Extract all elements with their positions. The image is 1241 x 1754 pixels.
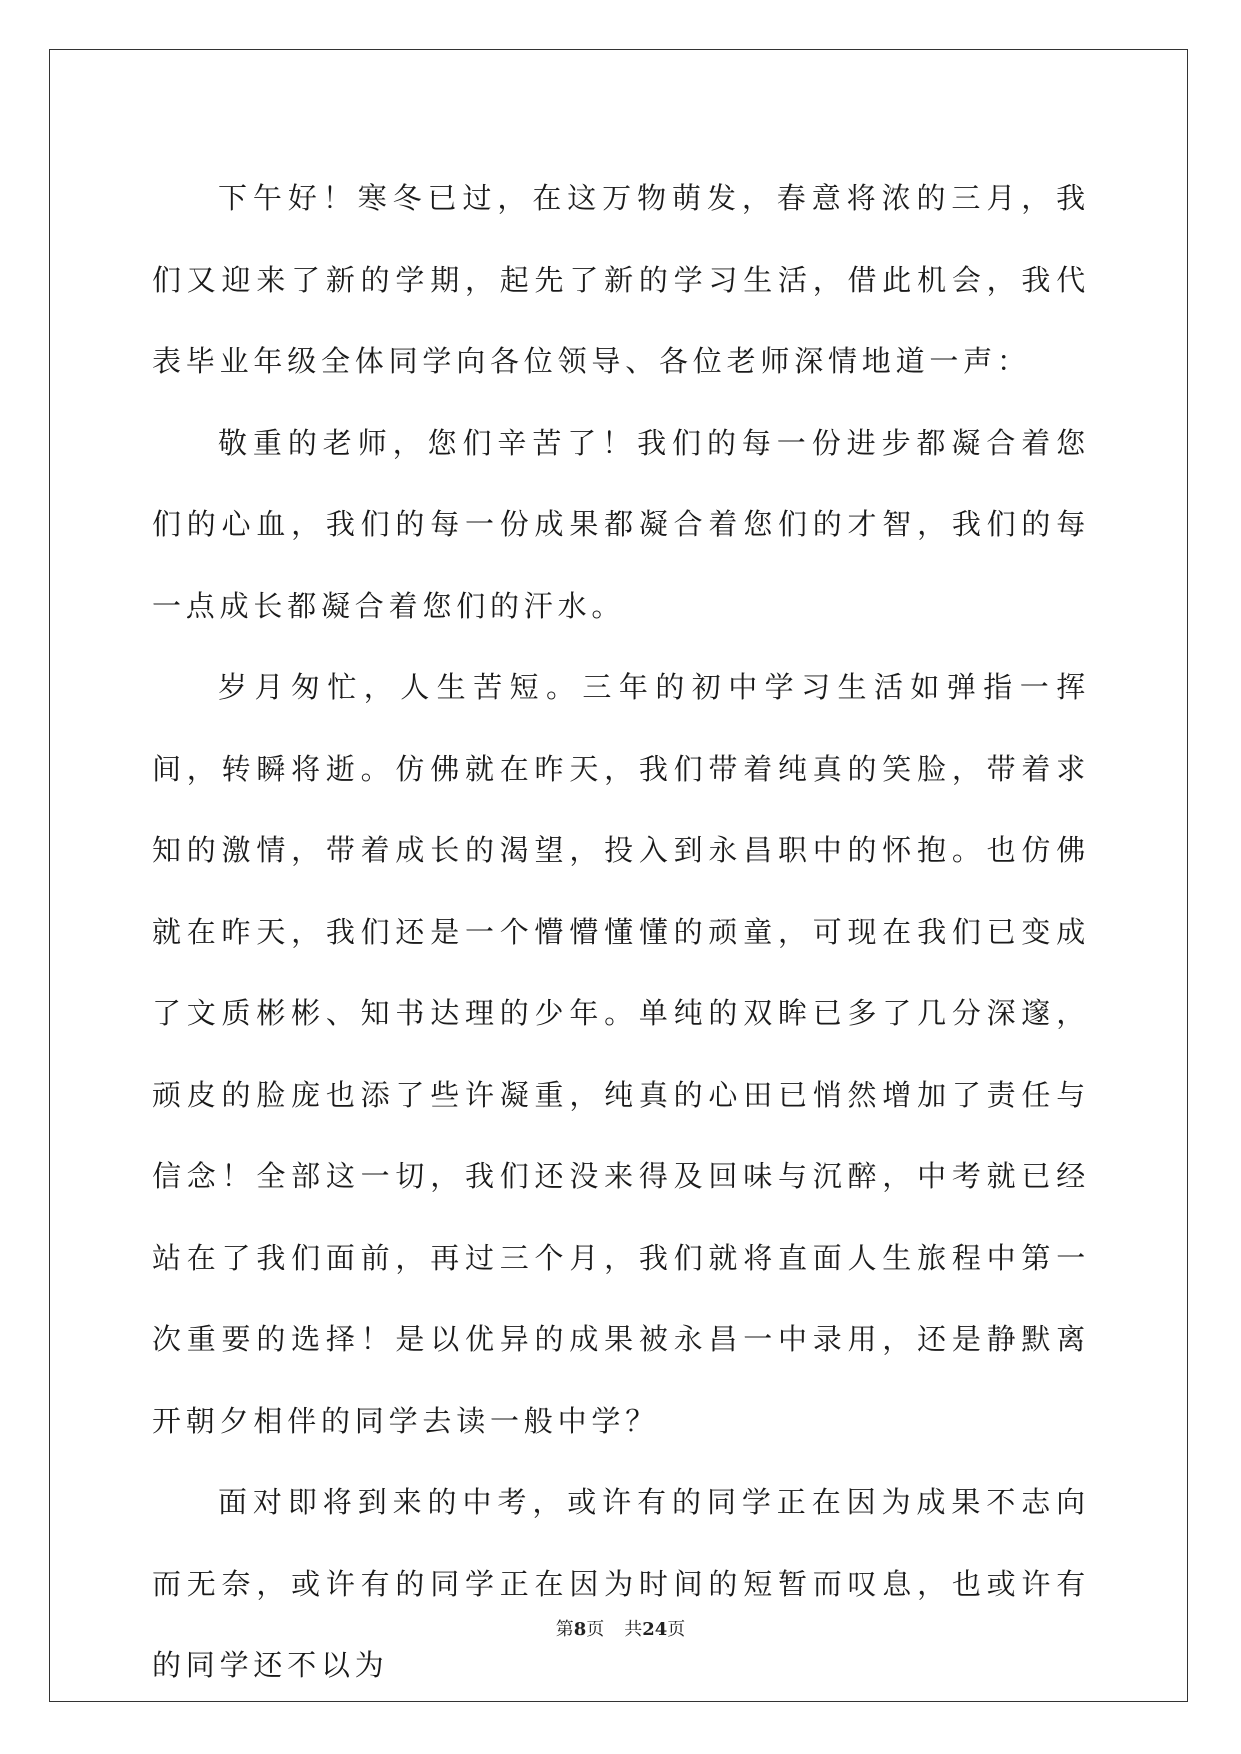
page-number: 8 (573, 1619, 587, 1640)
total-unit: 页 (667, 1619, 686, 1640)
total-prefix: 共 (624, 1619, 643, 1640)
paragraph-3: 岁月匆忙，人生苦短。三年的初中学习生活如弹指一挥间，转瞬将逝。仿佛就在昨天，我们带着纯真的笑脸，带着求知的激情，带着成长的渴望，投入到永昌职中的怀抱。也仿佛就在昨天，我们还是一个懵懵懂懂的顽童，可现在我们已变成了文质彬彬、知书达理的少年。单纯的双眸已多了几分深邃，顽皮的脸庞也添了些许凝重，纯真的心田已悄然增加了责任与信念！全部这一切，我们还没来得及回味与沉醉，中考就已经站在了我们面前，再过三个月，我们就将直面人生旅程中第一次重要的选择！是以优异的成果被永昌一中录用，还是静默离开朝夕相伴的同学去读一般中学？ (152, 670, 1090, 1438)
paragraph-2: 敬重的老师，您们辛苦了！我们的每一份进步都凝合着您们的心血，我们的每一份成果都凝合着您们的才智，我们的每一点成长都凝合着您们的汗水。 (152, 425, 1090, 623)
document-body (152, 158, 1090, 1707)
total-pages: 24 (642, 1619, 668, 1640)
paragraph-4: 面对即将到来的中考，或许有的同学正在因为成果不志向而无奈，或许有的同学正在因为时间的短暂而叹息，也或许有的同学还不以为 (152, 1485, 1090, 1682)
page-prefix: 第 (555, 1619, 574, 1640)
paragraph-1: 下午好！寒冬已过，在这万物萌发，春意将浓的三月，我们又迎来了新的学期，起先了新的学习生活，借此机会，我代表毕业年级全体同学向各位领导、各位老师深情地道一声： (152, 181, 1090, 378)
page-unit: 页 (586, 1619, 605, 1640)
page-footer (0, 1615, 1241, 1641)
